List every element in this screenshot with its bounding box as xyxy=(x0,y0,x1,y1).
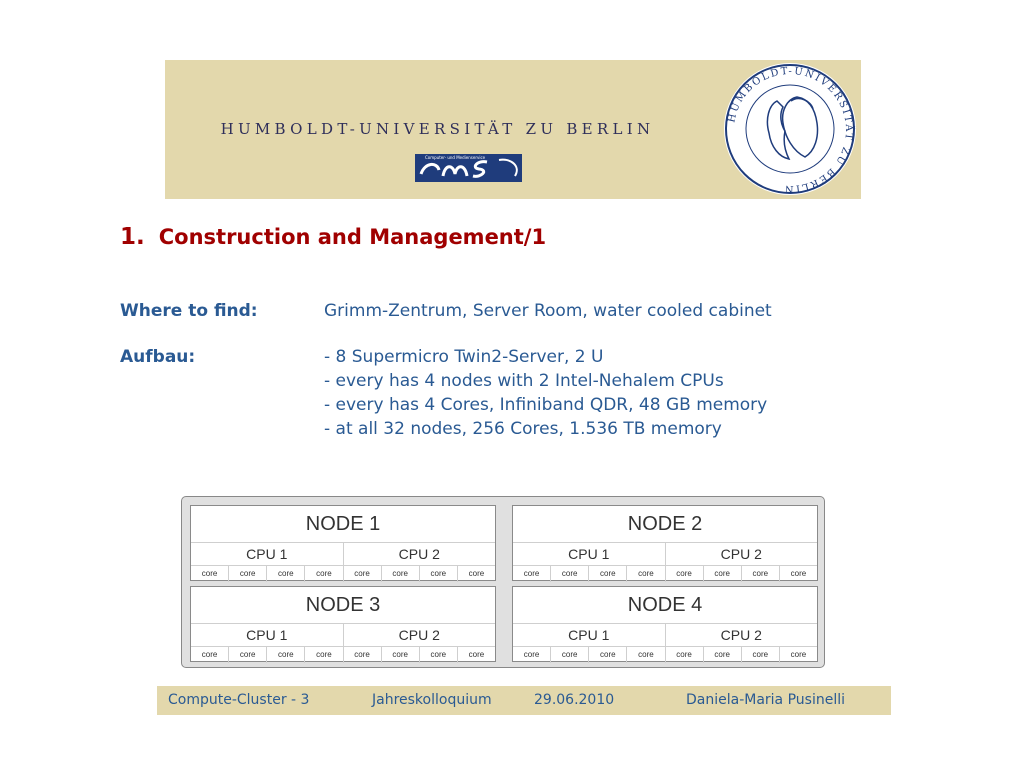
core-label: core xyxy=(419,566,457,582)
node-title: NODE 4 xyxy=(513,587,817,624)
cpu-label: CPU 1 xyxy=(246,546,288,562)
core-label: core xyxy=(381,647,419,663)
core-label: core xyxy=(665,566,703,582)
core-label: core xyxy=(588,647,626,663)
cms-logo-subtitle: Computer- und Medienservice xyxy=(425,155,486,160)
core-label: core xyxy=(523,569,540,578)
core-label: core xyxy=(228,566,266,582)
core-label: core xyxy=(457,566,495,582)
core-label: core xyxy=(588,566,626,582)
footer-author: Daniela-Maria Pusinelli xyxy=(686,692,845,708)
core-label: core xyxy=(523,650,540,659)
node-title: NODE 1 xyxy=(191,506,495,543)
core-label: core xyxy=(266,566,304,582)
core-label: core xyxy=(381,566,419,582)
core-label: core xyxy=(665,647,703,663)
node-title: NODE 2 xyxy=(513,506,817,543)
core-label: core xyxy=(779,566,817,582)
cpu-label: CPU 2 xyxy=(343,624,496,646)
core-label: core xyxy=(626,566,664,582)
core-label: core xyxy=(343,647,381,663)
core-label: core xyxy=(741,566,779,582)
core-label: core xyxy=(703,647,741,663)
core-label: core xyxy=(266,647,304,663)
footer-date: 29.06.2010 xyxy=(534,692,615,708)
node-box xyxy=(512,586,818,662)
cms-logo xyxy=(415,154,522,182)
cpu-label: CPU 2 xyxy=(665,543,818,565)
core-label: core xyxy=(779,647,817,663)
footer-bar xyxy=(157,686,891,715)
core-label: core xyxy=(550,647,588,663)
aufbau-list xyxy=(324,345,767,441)
university-seal-icon xyxy=(721,61,859,198)
slide-title-text: Construction and Management/1 xyxy=(158,225,547,249)
aufbau-item: - every has 4 Cores, Infiniband QDR, 48 GB memory xyxy=(324,395,768,415)
core-label: core xyxy=(228,647,266,663)
aufbau-item: - every has 4 nodes with 2 Intel-Nehalem CPUs xyxy=(324,371,724,391)
core-label: core xyxy=(419,647,457,663)
cpu-label: CPU 1 xyxy=(568,546,610,562)
footer-course: Compute-Cluster - 3 xyxy=(168,692,310,708)
node-box xyxy=(190,586,496,662)
aufbau-label: Aufbau: xyxy=(120,347,196,367)
core-label: core xyxy=(703,566,741,582)
core-label: core xyxy=(343,566,381,582)
core-label: core xyxy=(201,569,218,578)
where-value: Grimm-Zentrum, Server Room, water cooled cabinet xyxy=(324,301,772,321)
cluster-diagram xyxy=(181,496,825,668)
core-label: core xyxy=(201,650,218,659)
cpu-label: CPU 2 xyxy=(343,543,496,565)
aufbau-item: - at all 32 nodes, 256 Cores, 1.536 TB memory xyxy=(324,419,722,439)
core-label: core xyxy=(741,647,779,663)
footer-event: Jahreskolloquium xyxy=(372,692,492,708)
node-box xyxy=(512,505,818,581)
node-title: NODE 3 xyxy=(191,587,495,624)
cpu-label: CPU 1 xyxy=(246,627,288,643)
where-label: Where to find: xyxy=(120,301,258,321)
header-banner xyxy=(165,60,861,199)
core-label: core xyxy=(304,566,342,582)
core-label: core xyxy=(304,647,342,663)
core-label: core xyxy=(550,566,588,582)
core-label: core xyxy=(626,647,664,663)
slide-title xyxy=(120,224,546,250)
seal-text: HUMBOLDT-UNIVERSITÄT ZU BERLIN xyxy=(726,65,855,195)
cpu-label: CPU 2 xyxy=(665,624,818,646)
core-label: core xyxy=(457,647,495,663)
university-name: HUMBOLDT-UNIVERSITÄT ZU BERLIN xyxy=(220,120,655,138)
node-box xyxy=(190,505,496,581)
cpu-label: CPU 1 xyxy=(568,627,610,643)
aufbau-item: - 8 Supermicro Twin2-Server, 2 U xyxy=(324,347,604,367)
slide-number: 1. xyxy=(120,224,145,250)
